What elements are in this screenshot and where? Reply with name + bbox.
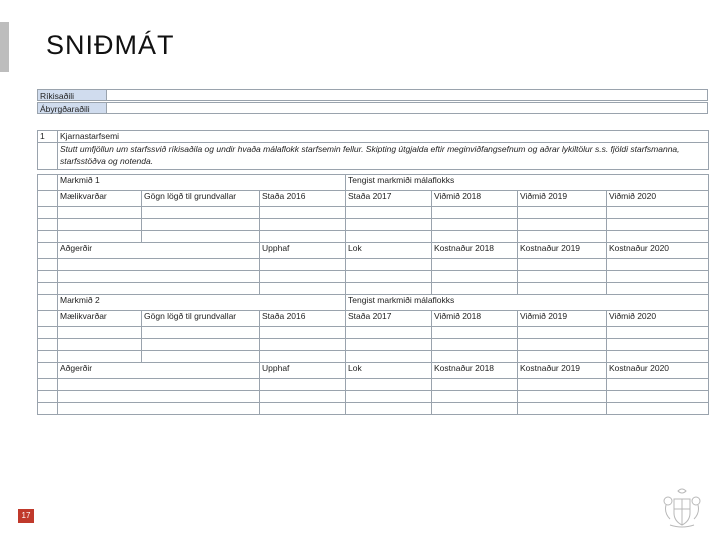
table-cell[interactable] (38, 219, 58, 231)
table-cell[interactable] (346, 327, 432, 339)
table-cell[interactable] (260, 231, 346, 243)
table-cell[interactable] (38, 283, 58, 295)
table-cell[interactable] (142, 327, 260, 339)
table-cell[interactable] (432, 339, 518, 351)
table-cell[interactable] (260, 327, 346, 339)
table-cell[interactable] (58, 379, 260, 391)
responsible-field[interactable] (107, 102, 708, 114)
table-cell[interactable] (346, 271, 432, 283)
target-2019-header: Viðmið 2019 (518, 191, 607, 207)
table-cell[interactable] (518, 351, 607, 363)
table-cell[interactable] (260, 391, 346, 403)
table-cell[interactable] (38, 259, 58, 271)
table-row (38, 379, 709, 391)
table-row (38, 283, 709, 295)
data-basis-header: Gögn lögð til grundvallar (142, 311, 260, 327)
status-2017-header: Staða 2017 (346, 311, 432, 327)
table-cell[interactable] (58, 327, 142, 339)
table-cell[interactable] (58, 391, 260, 403)
table-cell[interactable] (260, 339, 346, 351)
table-row (38, 207, 709, 219)
table-cell[interactable] (518, 339, 607, 351)
responsible-label: Ábyrgðaraðili (37, 102, 107, 114)
table-cell[interactable] (58, 219, 142, 231)
goal-1-linked: Tengist markmiði málaflokks (346, 175, 709, 191)
table-cell[interactable] (607, 351, 709, 363)
table-cell[interactable] (38, 391, 58, 403)
table-cell[interactable] (346, 231, 432, 243)
table-cell[interactable] (38, 207, 58, 219)
table-cell[interactable] (38, 339, 58, 351)
table-cell[interactable] (260, 259, 346, 271)
table-row (38, 259, 709, 271)
table-cell[interactable] (346, 403, 432, 415)
table-cell[interactable] (260, 283, 346, 295)
table-cell[interactable] (607, 271, 709, 283)
table-cell[interactable] (432, 403, 518, 415)
table-row (38, 391, 709, 403)
goal-1-label: Markmið 1 (58, 175, 346, 191)
coat-of-arms-icon (662, 487, 702, 529)
table-row (38, 231, 709, 243)
table-cell[interactable] (142, 351, 260, 363)
table-cell[interactable] (432, 327, 518, 339)
table-cell[interactable] (432, 219, 518, 231)
data-basis-header: Gögn lögð til grundvallar (142, 191, 260, 207)
start-header: Upphaf (260, 243, 346, 259)
table-cell[interactable] (260, 351, 346, 363)
table-cell[interactable] (260, 207, 346, 219)
table-cell[interactable] (38, 351, 58, 363)
table-cell[interactable] (38, 231, 58, 243)
table-cell[interactable] (518, 391, 607, 403)
table-cell[interactable] (38, 403, 58, 415)
actions-header: Aðgerðir (58, 363, 260, 379)
side-accent-bar (0, 22, 9, 72)
table-cell[interactable] (432, 391, 518, 403)
target-2019-header: Viðmið 2019 (518, 311, 607, 327)
table-row (38, 351, 709, 363)
table-cell[interactable] (518, 271, 607, 283)
table-cell[interactable] (432, 231, 518, 243)
cost-2018-header: Kostnaður 2018 (432, 363, 518, 379)
core-number: 1 (38, 131, 58, 143)
table-cell[interactable] (432, 283, 518, 295)
table-cell[interactable] (518, 283, 607, 295)
table-cell[interactable] (346, 219, 432, 231)
core-description[interactable]: Stutt umfjöllun um starfssvið ríkisaðila og undir hvaða málaflokk starfsemin fellur. Skipting útgjalda eftir meginviðfangsefnum og aðrar lykiltölur s.s. fjöldi starfsmanna, starfsstöðva og notenda. (58, 143, 709, 170)
table-cell[interactable] (518, 379, 607, 391)
table-cell[interactable] (38, 379, 58, 391)
table-cell[interactable] (518, 231, 607, 243)
table-cell[interactable] (518, 207, 607, 219)
cost-2019-header: Kostnaður 2019 (518, 363, 607, 379)
indicators-header: Mælikvarðar (58, 311, 142, 327)
table-row (38, 327, 709, 339)
table-cell[interactable] (518, 327, 607, 339)
goal-2-label: Markmið 2 (58, 295, 346, 311)
table-cell[interactable] (260, 219, 346, 231)
table-cell[interactable] (607, 327, 709, 339)
table-row (38, 339, 709, 351)
table-cell[interactable] (607, 339, 709, 351)
agency-label: Ríkisaðili (37, 89, 107, 101)
table-cell[interactable] (346, 259, 432, 271)
end-header: Lok (346, 243, 432, 259)
table-cell[interactable] (346, 207, 432, 219)
table-cell[interactable] (346, 351, 432, 363)
target-2020-header: Viðmið 2020 (607, 311, 709, 327)
table-cell[interactable] (518, 259, 607, 271)
cost-2020-header: Kostnaður 2020 (607, 243, 709, 259)
table-cell[interactable] (607, 231, 709, 243)
end-header: Lok (346, 363, 432, 379)
table-cell[interactable] (432, 351, 518, 363)
status-2016-header: Staða 2016 (260, 311, 346, 327)
table-cell[interactable] (58, 403, 260, 415)
table-row (38, 271, 709, 283)
table-cell[interactable] (58, 339, 142, 351)
cost-2020-header: Kostnaður 2020 (607, 363, 709, 379)
table-cell[interactable] (346, 379, 432, 391)
template-table (37, 130, 709, 415)
table-cell[interactable] (260, 379, 346, 391)
cost-2018-header: Kostnaður 2018 (432, 243, 518, 259)
table-cell[interactable] (432, 379, 518, 391)
table-row (38, 219, 709, 231)
table-cell[interactable] (607, 379, 709, 391)
table-cell[interactable] (142, 231, 260, 243)
target-2018-header: Viðmið 2018 (432, 311, 518, 327)
table-cell[interactable] (260, 271, 346, 283)
indicators-header: Mælikvarðar (58, 191, 142, 207)
table-cell[interactable] (58, 231, 142, 243)
table-cell[interactable] (607, 391, 709, 403)
cost-2019-header: Kostnaður 2019 (518, 243, 607, 259)
table-cell[interactable] (432, 271, 518, 283)
table-cell[interactable] (518, 403, 607, 415)
table-cell[interactable] (432, 259, 518, 271)
table-cell[interactable] (58, 207, 142, 219)
table-cell[interactable] (142, 207, 260, 219)
status-2017-header: Staða 2017 (346, 191, 432, 207)
table-cell[interactable] (346, 391, 432, 403)
table-cell[interactable] (346, 283, 432, 295)
table-cell[interactable] (38, 271, 58, 283)
goal-2-linked: Tengist markmiði málaflokks (346, 295, 709, 311)
actions-header: Aðgerðir (58, 243, 260, 259)
table-cell[interactable] (58, 271, 260, 283)
status-2016-header: Staða 2016 (260, 191, 346, 207)
page-number-badge: 17 (18, 509, 34, 523)
agency-field[interactable] (107, 89, 708, 101)
target-2020-header: Viðmið 2020 (607, 191, 709, 207)
table-cell[interactable] (58, 259, 260, 271)
table-cell[interactable] (607, 219, 709, 231)
table-cell[interactable] (518, 219, 607, 231)
table-cell[interactable] (607, 207, 709, 219)
table-cell[interactable] (607, 259, 709, 271)
table-cell[interactable] (432, 207, 518, 219)
core-label: Kjarnastarfsemi (58, 131, 709, 143)
table-cell[interactable] (142, 339, 260, 351)
table-cell[interactable] (607, 283, 709, 295)
start-header: Upphaf (260, 363, 346, 379)
table-cell[interactable] (58, 351, 142, 363)
table-cell[interactable] (607, 403, 709, 415)
table-cell[interactable] (58, 283, 260, 295)
page-title: SNIÐMÁT (46, 30, 175, 60)
table-cell[interactable] (260, 403, 346, 415)
table-cell[interactable] (346, 339, 432, 351)
table-cell[interactable] (142, 219, 260, 231)
table-row (38, 403, 709, 415)
target-2018-header: Viðmið 2018 (432, 191, 518, 207)
table-cell[interactable] (38, 327, 58, 339)
